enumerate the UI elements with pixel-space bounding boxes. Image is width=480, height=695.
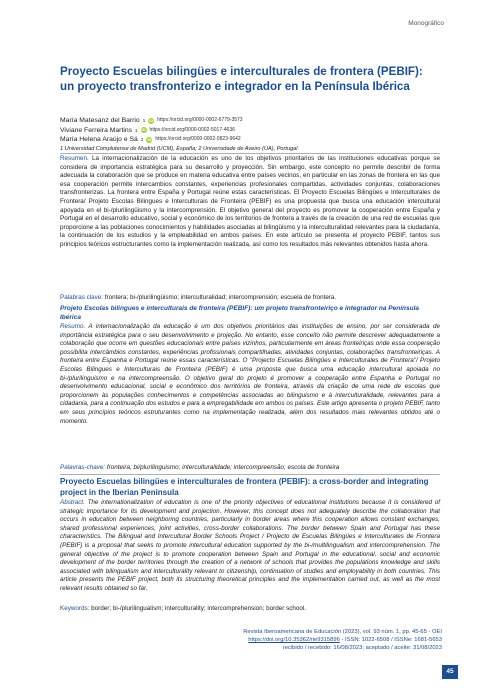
citation-footer <box>142 628 442 652</box>
author-entry <box>60 135 440 145</box>
keywords-es-text: frontera; bi-/plurilingüismo; interculturalidad; intercomprensión; escuela de frontera. <box>104 294 337 301</box>
title-en: Proyecto Escuelas bilingües e interculturales de frontera (PEBIF): a cross-border and integrating project in the Iberian Peninsula <box>60 477 429 497</box>
article-title: Proyecto Escuelas bilingües e interculturales de frontera (PEBIF): un proyecto transfronterizo e integrador en la Península Ibérica <box>60 65 423 93</box>
keywords-pt <box>60 464 440 473</box>
abstract-en <box>60 499 440 594</box>
author-affiliation-mark: 1 <box>135 127 138 133</box>
affiliation: 1 Universidad Complutense de Madrid (UCM), España; 2 Universidade de Aveiro (UA), Portugal <box>60 145 298 152</box>
author-name: Viviane Ferreira Martins <box>60 126 133 134</box>
abstract-en-text: The internationalization of education is one of the priority objectives of educational institutions because it is considered of strategic importance for its development and projection. However, this concept does not adequately describe the collaboration that occurs in education between neighboring countries, particularly in border areas where this cooperation allows constant exchanges, shared professional experiences, joint activities, cross-border collaborations. The border between Spain and Portugal has these characteristics. The Bilingual and Intercultural Border Schools Project / Projecto de Escuelas Bilingües e Interculturales de Frontera (PEBIF) is a proposal that seeks to promote intercultural education supported by the bi-/multilingualism and intercomprehension. The general objective of the project is to promote cooperation between Spain and Portugal in the educational, social and economic development of the border territories through the creation of a network of schools that provides the populations knowledge and skills associated with bilingualism and interculturality relevant to citizenship, continuation of studies and employability in both countries. This article presents the PEBIF project, both its structuring theoretical principles and the implementation carried out, as well as the most relevant results obtained so far. <box>60 499 441 592</box>
divider <box>60 474 440 475</box>
abstract-en-label: Abstract. <box>60 499 85 506</box>
author-entry <box>60 126 440 136</box>
abstract-es <box>60 155 440 250</box>
author-name: María Matesanz del Barrio <box>60 117 140 124</box>
author-affiliation-mark: 1 <box>142 118 146 123</box>
doi-issn-line <box>142 636 442 644</box>
divider <box>60 153 440 154</box>
abstract-es-text: La internacionalización de la educación es uno de los objetivos prioritarios de las instituciones educativas porque se considera de importancia estratégica para su desarrollo y proyección. Sin embargo, este concepto no permite describir de forma adecuada la colaboración que se produce en materia educativa entre países vecinos, en particular en las zonas de frontera en las que esa cooperación permite intercambios constantes, experiencias profesionales compartidas, actividades conjuntas, colaboraciones transfronterizas. La frontera entre España y Portugal reúne estas características. El Proyecto Escuelas Bilingües e Interculturales de Frontera/ Projeto Escolas Bilingues e Interculturais de Fronteira (PEBIF) es una propuesta que busca una educación intercultural apoyada en el bi-/plurilingüismo y la intercomprensión. El objetivo general del proyecto es promover la cooperación entre España y Portugal en el desarrollo educativo, social y económico de los territorios de frontera a través de la creación de una red de escuelas que proporcione a las poblaciones conocimientos y habilidades asociadas al bilingüismo y la interculturalidad relevantes para la ciudadanía, la continuación de los estudios y la empleabilidad en ambos países. En este artículo se presenta el proyecto PEBIF, tantos sus principios teóricos estructurantes como la implementación realizada, así como los resultados más relevantes obtenidos hasta ahora. <box>60 155 440 248</box>
abstract-pt <box>60 323 440 426</box>
author-name: María Helena Araújo e Sá <box>60 136 138 144</box>
keywords-es-label: Palabras clave: <box>60 294 104 301</box>
keywords-pt-label: Palavras-chave: <box>60 464 106 471</box>
received-accepted-dates: recibido / recebido: 16/08/2023; aceptado / aceite: 31/08/2023 <box>282 645 442 651</box>
author-list <box>60 116 440 153</box>
keywords-en-label: Keywords: <box>60 605 90 612</box>
page-number: 45 <box>442 665 458 679</box>
keywords-es <box>60 294 440 303</box>
section-label: Monográfico <box>408 20 444 27</box>
keywords-en-text: border; bi-/plurilingualism; interculturality; intercomprehension; border school. <box>91 605 307 612</box>
keywords-pt-text: fronteira; bi/plurilinguismo; interculturalidade; intercompreensão; escola de fronteira <box>106 464 340 471</box>
issn-text: - ISSN: 1022-6508 / ISSNe: 1681-5653 <box>339 637 442 643</box>
abstract-es-label: Resumen. <box>60 155 89 162</box>
journal-citation: Revista Iberoamericana de Educación (2023), vol. 93 núm. 1, pp. 45-65 - OEI <box>243 629 442 635</box>
abstract-pt-label: Resumo. <box>60 323 86 330</box>
orcid-icon: iD <box>149 117 154 123</box>
doi-link[interactable]: https://doi.org/10.35362/rie9315896 <box>248 637 340 643</box>
abstract-pt-text: A internacionalização da educação é um dos objetivos prioritários das instituições de ensino, por ser considerada de importância estratégica para o seu desenvolvimento e projeção. No entanto, esse conceito não permite descrever adequadamente a colaboração que ocorre em questões educacionais entre países vizinhos, particularmente em áreas fronteiriças onde essa cooperação possibilita intercâmbios constantes, experiências profissionais compartilhadas, atividades conjuntas, colaborações transfronteiriças. A fronteira entre Espanha e Portugal reúne essas características. O "Projecto Escuelas Bilingües e Interculturales de Frontera"/ Projeto Escolas Bilingues e Interculturais de Fronteira (PEBIF) é uma proposta que busca uma educação intercultural apoiada no bi-/plurilinguismo e na intercompreensão. O objetivo geral do projeto é promover a cooperação entre Espanha e Portugal no desenvolvimento educacional, social e econômico dos territórios de fronteira, através da criação de uma rede de escolas que proporcionem às populações conhecimentos e competências associadas ao bilinguismo e à interculturalidade, relevantes para a cidadania, para a continuação dos estudos e para a empregabilidade em ambos os países. Este artigo apresenta o projeto PEBIF, tanto em seus princípios teóricos estruturantes como na implementação realizada, além dos resultados mais relevantes obtidos até o momento. <box>60 323 440 425</box>
author-affiliation-mark: 2 <box>140 137 144 143</box>
title-pt: Projeto Escolas bilingues e interculturais de fronteira (PEBIF): um projeto transfronteiriço e integrador na Península Ibérica <box>60 305 420 321</box>
orcid-link[interactable]: https://orcid.org/0000-0002-6779-3573 <box>157 117 243 123</box>
orcid-link[interactable]: https://orcid.org/0000-0002-5017-4636 <box>149 126 235 133</box>
orcid-icon: iD <box>147 136 152 142</box>
author-entry <box>60 116 440 126</box>
orcid-link[interactable]: https://orcid.org/0000-0002-0823-9642 <box>155 136 241 143</box>
orcid-icon: iD <box>141 127 146 133</box>
keywords-en <box>60 605 440 614</box>
